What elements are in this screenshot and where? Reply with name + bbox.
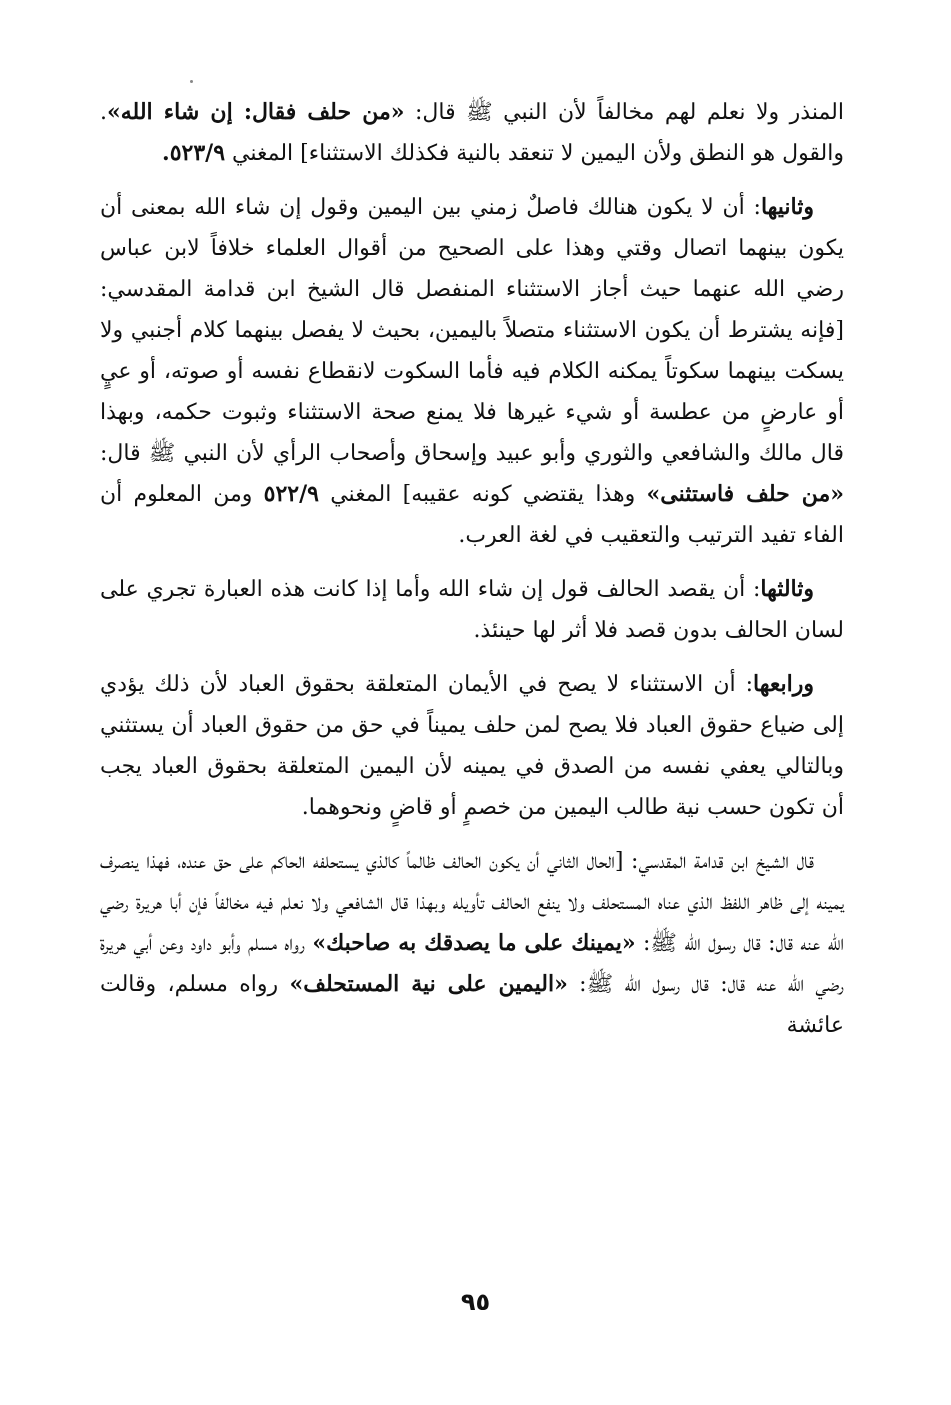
condition-heading: وثانيها [760,194,814,220]
condition-heading: ورابعها [753,671,814,697]
text-segment: رواه مسلم وأبو داود وعن أبي هريرة رضي الله عنه قال: قال رسول الله ﷺ: [100,931,844,997]
paragraph-3 [100,569,844,651]
text-segment: المنذر ولا نعلم لهم مخالفاً لأن النبي ﷺ قال: [404,100,844,125]
hadith-quote: «من حلف فاستثنى» [646,481,844,507]
paragraph-1 [100,92,844,174]
citation: ٥٢٢/٩ [263,481,319,507]
page-number: ٩٥ [460,1288,491,1316]
paragraph-2 [100,187,844,556]
hadith-quote: «من حلف فقال: إن شاء الله» [107,99,405,125]
citation: ٥٢٣/٩. [162,140,226,166]
text-segment: وهذا يقتضي كونه عقيبه] المغني [318,482,647,507]
text-segment: : أن لا يكون هنالك فاصلٌ زمني بين اليمين وقول إن شاء الله بمعنى أن يكون بينهما اتصال وقتي وهذا على الصحيح من أقوال العلماء خلافاً لابن عباس رضي الله عنهما حيث أجاز الاستثناء المنفصل قال الشيخ ابن قدامة المقدسي: [فإنه يشترط أن يكون الاستثناء متصلاً باليمين، بحيث لا يفصل بينهما كلام أجنبي ولا يسكت بينهما سكوتاً يمكنه الكلام فيه فأما السكوت لانقطاع نفسه أو صوته، أو عيٍ أو عارضٍ من عطسة أو شيء غيرها فلا يمنع صحة الاستثناء وثبوت حكمه، وبهذا قال مالك والشافعي والثوري وأبو عبيد وإسحاق وأصحاب الرأي لأن النبي ﷺ قال: [100,195,844,466]
text-segment: : أن الاستثناء لا يصح في الأيمان المتعلقة بحقوق العباد لأن ذلك يؤدي إلى ضياع حقوق العباد فلا يصح لمن حلف يميناً في حق من حقوق العباد أن يستثني وبالتالي يعفي نفسه من الصدق في يمينه لأن اليمين المتعلقة بحقوق العباد يجب أن تكون حسب نية طالب اليمين من خصمٍ أو قاضٍ ونحوهما. [100,672,844,820]
hadith-quote: «يمينك على ما يصدقك به صاحبك» [312,930,636,956]
paragraph-4 [100,664,844,828]
body-text [100,92,844,1059]
text-segment: قال الشيخ ابن قدامة المقدسي: [الحال الثاني أن يكون الحالف ظالماً كالذي يستحلفه الحاكم على حق عنده، فهذا ينصرف يمينه إلى ظاهر اللفظ الذي عناه المستحلف ولا ينفع الحالف تأويله وبهذا قال الشافعي ولا نعلم فيه مخالفاً فإن أبا هريرة رضي الله عنه قال: قال رسول الله ﷺ: [100,849,845,956]
scan-dot [190,80,193,83]
paragraph-5 [100,841,844,1046]
hadith-quote: «اليمين على نية المستحلف» [289,971,568,997]
condition-heading: وثالثها [760,576,814,602]
text-segment: : أن يقصد الحالف قول إن شاء الله وأما إذا كانت هذه العبارة تجري على لسان الحالف بدون قصد فلا أثر لها حينئذ. [100,577,844,643]
text-segment: رواه مسلم، وقالت عائشة [100,972,844,1038]
text-segment: ومن المعلوم أن الفاء تفيد الترتيب والتعقيب في لغة العرب. [100,482,844,548]
text-segment: . والقول هو النطق ولأن اليمين لا تنعقد بالنية فكذلك الاستثناء] المغني [100,100,844,166]
